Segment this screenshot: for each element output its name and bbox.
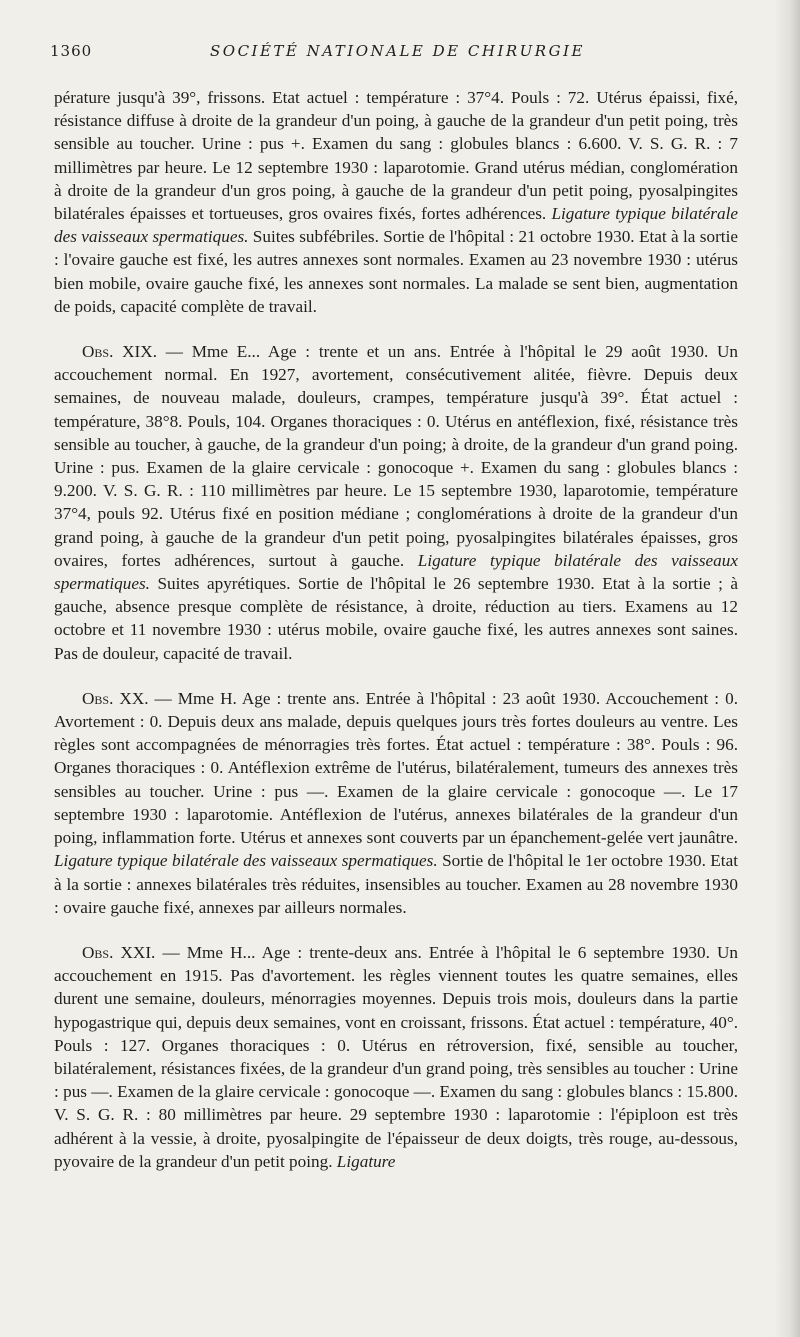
observation-label: Obs. XX. xyxy=(82,688,149,708)
italic-segment: Ligature xyxy=(336,1151,396,1171)
italic-segment: Ligature typique bilatérale des vaisseaux spermatiques. xyxy=(54,550,738,594)
page-number: 1360 xyxy=(50,42,93,60)
text-segment: Suites subfébriles. Sortie de l'hôpital : 21 octobre 1930. Etat à la sortie : l'ovaire gauche est fixé, les autres annexes sont normales. Examen au 23 novembre 1930 : utérus bien mobile, ovaire gauche fixé, les annexes sont normales. La malade se sent bien, augmentation de poids, capacité complète de travail. xyxy=(54,227,738,316)
text-segment: Suites apyrétiques. Sortie de l'hôpital le 26 septembre 1930. Etat à la sortie ; à gauche, absence presque complète de résistance, à droite, réduction au tiers. Examens au 12 octobre et 11 novembre 1930 : utérus mobile, ovaire gauche fixé, les autres annexes sont saines. Pas de douleur, capacité de travail. xyxy=(54,574,738,663)
text-segment: — Mme H. Age : trente ans. Entrée à l'hôpital : 23 août 1930. Accouchement : 0. Avortement : 0. Depuis deux ans malade, depuis quelques jours très fortes douleurs au ventre. Les règles sont accompagnées de ménorragies très fortes. État actuel : température : 38°. Pouls : 96. Organes thoraciques : 0. Antéflexion extrême de l'utérus, bilatéralement, tumeurs des annexes très sensibles au toucher. Urine : pus —. Examen de la glaire cervicale : gonocoque —. Le 17 septembre 1930 : laparotomie. Antéflexion de l'utérus, annexes bilatérales de la grandeur d'un poing, inflammation forte. Utérus et annexes sont couverts par un épanchement-gelée vert jaunâtre. xyxy=(54,688,738,848)
text-segment: Sortie de l'hôpital le 1er octobre 1930. Etat à la sortie : annexes bilatérales très réduites, insensibles au toucher. Examen au 28 novembre 1930 : ovaire gauche fixé, annexes par ailleurs normales. xyxy=(54,851,738,917)
page-gutter-shadow xyxy=(774,0,800,1337)
text-segment: — Mme H... Age : trente-deux ans. Entrée à l'hôpital le 6 septembre 1930. Un accouchement en 1915. Pas d'avortement. les règles viennent toutes les quatre semaines, elles durent une semaine, douleurs, ménorragies moyennes. Depuis trois mois, douleurs dans la partie hypogastrique qui, depuis deux semaines, vont en croissant, frissons. État actuel : température, 40°. Pouls : 127. Organes thoraciques : 0. Utérus en rétroversion, fixé, sensible au toucher, bilatéralement, résistances fixées, de la grandeur d'un grand poing, très sensibles au toucher : Urine : pus —. Examen de la glaire cervicale : gonocoque —. Examen du sang : globules blancs : 15.800. V. S. G. R. : 80 millimètres par heure. 29 septembre 1930 : laparotomie : l'épiploon est très adhérent à la vessie, à droite, pyosalpingite de l'épaisseur de deux doigts, très rouge, au-dessous, pyovaire de la grandeur d'un petit poing. xyxy=(54,942,738,1171)
running-head: SOCIÉTÉ NATIONALE DE CHIRURGIE xyxy=(210,42,585,60)
paragraph-obs-xxi xyxy=(54,941,738,1173)
page-header xyxy=(50,42,752,66)
observation-label: Obs. XIX. xyxy=(82,342,157,362)
paragraph-obs-xix xyxy=(54,340,738,665)
italic-segment: Ligature typique bilatérale des vaisseaux spermatiques. xyxy=(54,851,438,871)
observation-label: Obs. XXI. xyxy=(82,942,156,962)
body-text xyxy=(54,86,738,1173)
text-segment: pérature jusqu'à 39°, frissons. Etat actuel : température : 37°4. Pouls : 72. Utérus épaissi, fixé, résistance diffuse à droite de la grandeur d'un poing, à gauche de la grandeur d'un petit poing, très sensible au toucher. Urine : pus +. Examen du sang : globules blancs : 6.600. V. S. G. R. : 7 millimètres par heure. Le 12 septembre 1930 : laparotomie. Grand utérus médian, conglomération à droite de la grandeur d'un gros poing, à gauche de la grandeur d'un petit poing, pyosalpingites bilatérales épaisses et tortueuses, gros ovaires fixés, fortes adhérences. xyxy=(54,88,738,224)
paragraph-continuation xyxy=(54,86,738,318)
italic-segment: Ligature typique bilatérale des vaisseaux spermatiques. xyxy=(54,204,738,247)
text-segment: — Mme E... Age : trente et un ans. Entrée à l'hôpital le 29 août 1930. Un accouchement normal. En 1927, avortement, consécutivement alitée, fièvre. Depuis deux semaines, de nouveau malade, douleurs, crampes, température jusqu'à 39°. État actuel : température, 38°8. Pouls, 104. Organes thoraciques : 0. Utérus en antéflexion, fixé, résistance très sensible au toucher, à gauche, de la grandeur d'un poing; à droite, de la grandeur d'un grand poing. Urine : pus. Examen de la glaire cervicale : gonocoque +. Examen du sang : globules blancs : 9.200. V. S. G. R. : 110 millimètres par heure. Le 15 septembre 1930, laparotomie, température 37°4, pouls 92. Utérus fixé en position médiane ; conglomérations à droite de la grandeur d'un grand poing, à gauche de la grandeur d'un petit poing, pyosalpingites bilatérales épaisses, gros ovaires, fortes adhérences, surtout à gauche. xyxy=(54,342,738,570)
paragraph-obs-xx xyxy=(54,687,738,919)
